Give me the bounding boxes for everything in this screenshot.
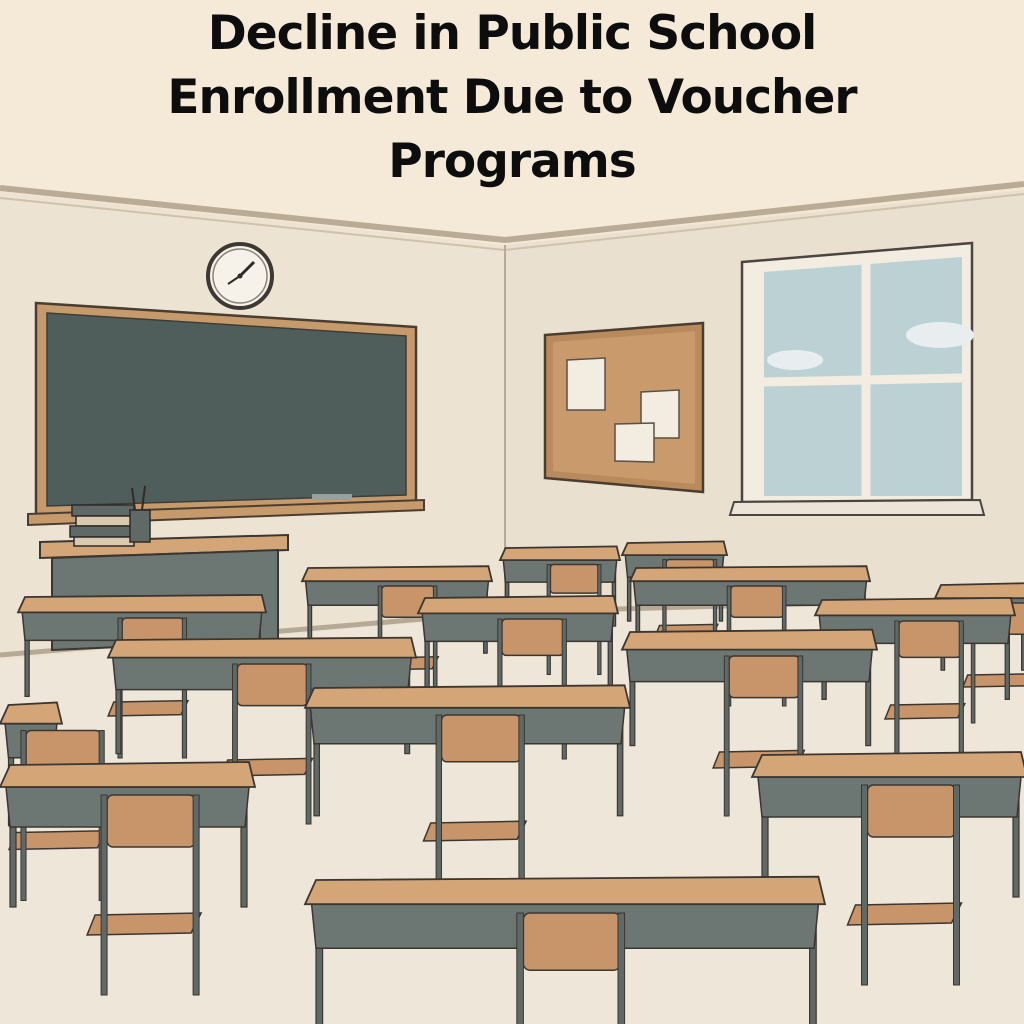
window (730, 243, 984, 515)
books-icon (70, 505, 136, 546)
title-line-2: Enrollment Due to Voucher (167, 70, 857, 125)
clock-icon (208, 244, 272, 308)
chalkboard (28, 303, 424, 525)
title-line-1: Decline in Public School (207, 6, 817, 61)
corkboard (545, 323, 703, 492)
page-title (0, 0, 1024, 194)
title-line-3: Programs (388, 134, 636, 189)
